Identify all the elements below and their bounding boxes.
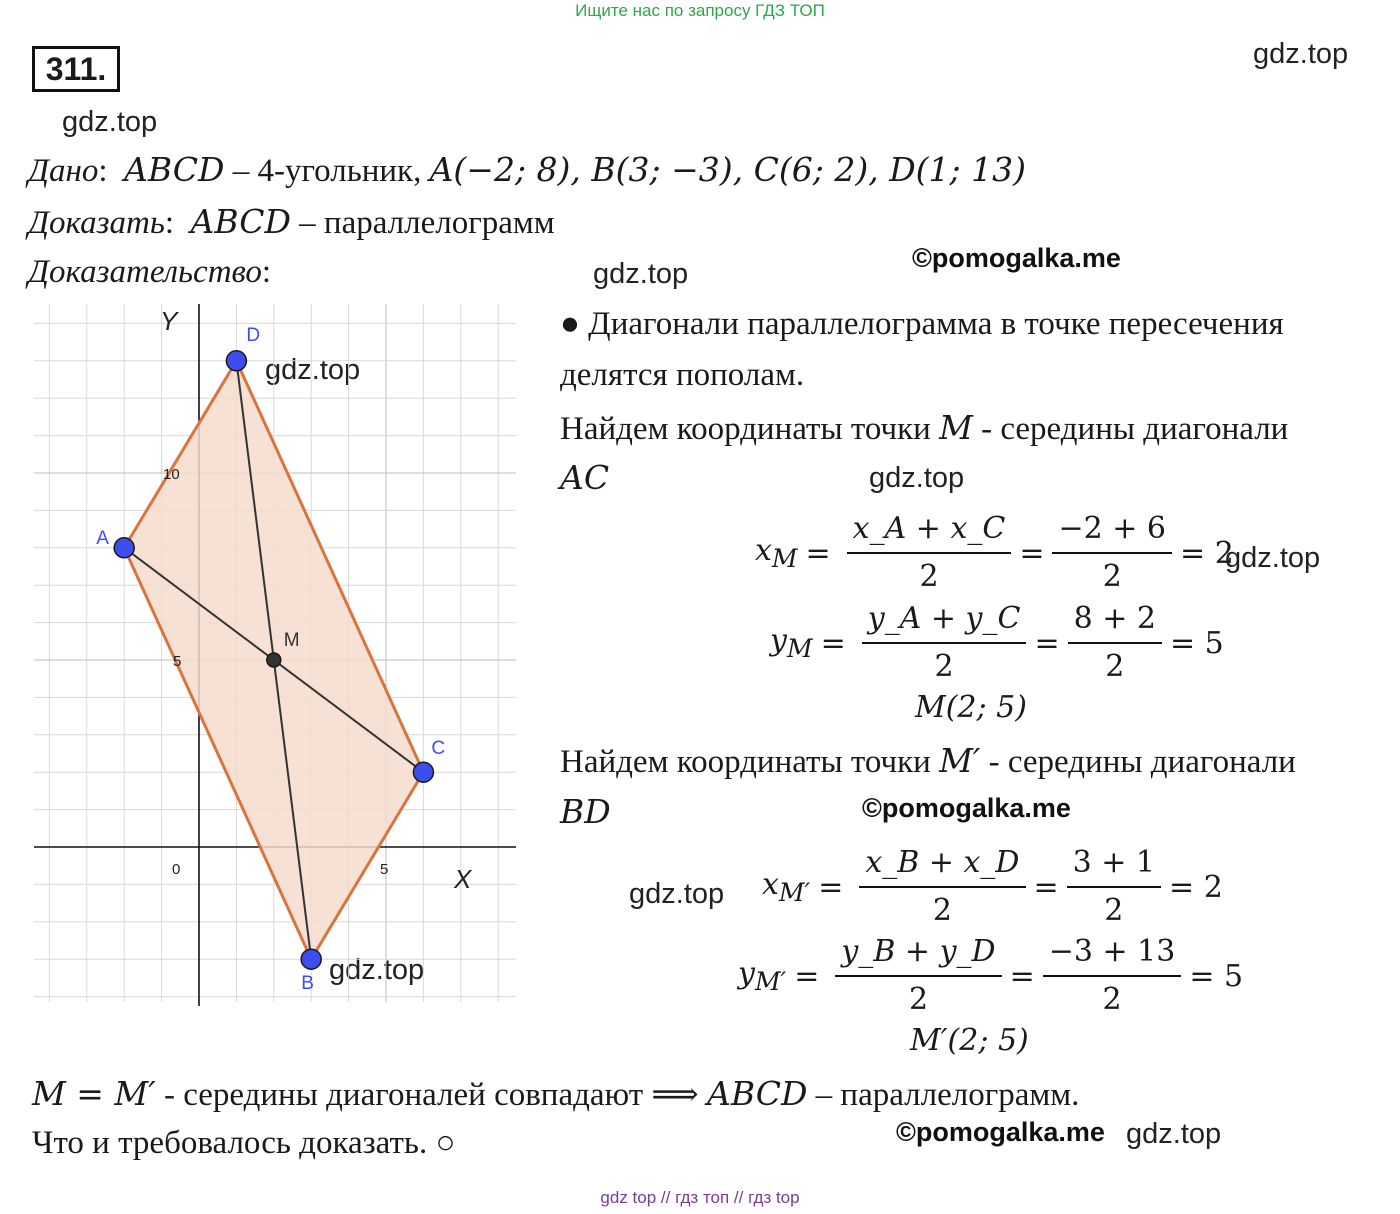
eq-xm-num1: x_A + x_C — [847, 506, 1012, 554]
eq-xm-lhs: x — [755, 533, 772, 568]
point-c — [413, 762, 433, 782]
given-line: Дано: ABCD – 4-угольник, A(−2; 8), B(3; −3), C(6; 2), D(1; 13) — [28, 150, 1027, 189]
eq-xm2-num2: 3 + 1 — [1067, 840, 1161, 888]
given-figure: ABCD — [124, 150, 225, 189]
given-label: Дано — [28, 153, 99, 189]
m2-result: M′(2; 5) — [910, 1023, 1029, 1058]
copyright-watermark: ©pomogalka.me — [912, 243, 1121, 273]
prove-text: – параллелограмм — [299, 205, 555, 241]
footer-links: gdz top // гдз топ // гдз top — [600, 1188, 800, 1207]
eq-ym2-den2: 2 — [1102, 982, 1122, 1017]
theorem-line-1: ● Диагонали параллелограмма в точке пересечения — [560, 306, 1284, 342]
equation-xm2: $x_{M'}$ = $\frac{x\_B + x\_D}{2}$ = $\frac{3 + 1}{2}$ = 2 — [762, 840, 1223, 934]
top-banner: Ищите нас по запросу ГДЗ ТОП — [575, 1, 825, 20]
watermark: gdz.top — [329, 954, 425, 986]
eq-ym-den2: 2 — [1105, 649, 1125, 684]
watermark: gdz.top — [869, 462, 965, 494]
eq-xm2-lhs: x — [762, 867, 779, 902]
given-text: – 4-угольник, — [232, 153, 422, 189]
find-m-text: Найдем координаты точки — [560, 411, 931, 447]
tick-y-10: 10 — [163, 466, 180, 483]
eq-xm2-result: = 2 — [1169, 869, 1223, 905]
tick-y-5: 5 — [173, 653, 182, 670]
watermark: gdz.top — [629, 878, 725, 910]
find-m2-point: M′ — [939, 741, 981, 780]
m-result: M(2; 5) — [915, 690, 1027, 725]
eq-ym2-num1: y_B + y_D — [835, 929, 1001, 977]
point-label-a: A — [96, 527, 109, 549]
find-m2-diagonal: BD — [560, 792, 611, 831]
watermark: gdz.top — [1225, 542, 1321, 574]
prove-line: Доказать: ABCD – параллелограмм — [28, 202, 555, 241]
proof-line: Доказательство: — [28, 254, 272, 290]
find-m-rest: - середины диагонали — [981, 411, 1289, 447]
find-m-diagonal: AC — [560, 458, 610, 497]
copyright-watermark: ©pomogalka.me — [862, 793, 1071, 823]
problem-number: 311. — [32, 46, 120, 92]
prove-label: Доказать — [28, 205, 165, 241]
axis-x-label: X — [454, 864, 472, 894]
eq-xm2-den1: 2 — [932, 893, 952, 928]
conclusion-figure: ABCD — [707, 1074, 808, 1113]
equation-ym2: $y_{M'}$ = $\frac{y\_B + y\_D}{2}$ = $\frac{-3 + 13}{2}$ = 5 — [738, 929, 1243, 1023]
watermark: gdz.top — [265, 354, 361, 386]
point-label-c: C — [431, 738, 446, 760]
eq-ym-den1: 2 — [934, 649, 954, 684]
eq-xm2-num1: x_B + x_D — [859, 840, 1025, 888]
eq-xm-den1: 2 — [919, 559, 939, 594]
theorem-line-2: делятся пополам. — [560, 357, 805, 393]
proof-label: Доказательство — [28, 254, 262, 290]
copyright-watermark: ©pomogalka.me — [896, 1117, 1105, 1147]
prove-figure: ABCD — [190, 202, 291, 241]
eq-ym-lhs: y — [770, 623, 787, 658]
conclusion-rest: – параллелограмм. — [815, 1077, 1080, 1113]
conclusion-line — [32, 1074, 1079, 1114]
eq-xm-num2: −2 + 6 — [1052, 506, 1172, 554]
find-m2-line — [560, 741, 1296, 781]
eq-xm2-sub: M′ — [778, 878, 811, 907]
eq-ym-sub: M — [786, 634, 813, 663]
given-points: A(−2; 8), B(3; −3), C(6; 2), D(1; 13) — [429, 150, 1027, 189]
eq-ym2-den1: 2 — [908, 982, 929, 1017]
watermark: gdz.top — [1126, 1118, 1222, 1150]
eq-ym2-num2: −3 + 13 — [1043, 929, 1182, 977]
eq-ym-result: = 5 — [1169, 625, 1224, 661]
conclusion-lhs: M = M′ — [32, 1074, 156, 1113]
coordinate-graph — [30, 300, 520, 1008]
watermark: gdz.top — [593, 258, 689, 290]
find-m2-rest: - середины диагонали — [988, 744, 1296, 780]
point-b — [301, 949, 321, 969]
point-a — [114, 538, 134, 558]
eq-xm-result: = 2 — [1180, 535, 1234, 571]
eq-ym2-result: = 5 — [1189, 958, 1244, 994]
eq-ym2-lhs: y — [738, 956, 755, 991]
watermark: gdz.top — [1253, 38, 1349, 70]
eq-xm-sub: M — [771, 544, 798, 573]
find-m2-text: Найдем координаты точки — [560, 744, 931, 780]
tick-origin: 0 — [172, 861, 181, 878]
watermark: gdz.top — [62, 106, 158, 138]
point-label-m: M — [283, 630, 300, 651]
equation-ym: $y_M$ = $\frac{y\_A + y\_C}{2}$ = $\frac{8 + 2}{2}$ = 5 — [770, 596, 1224, 690]
eq-ym-num2: 8 + 2 — [1068, 596, 1162, 644]
eq-xm2-den2: 2 — [1104, 893, 1124, 928]
eq-ym2-sub: M′ — [754, 967, 787, 996]
qed-line: Что и требовалось доказать. ○ — [32, 1125, 456, 1161]
find-m-point: M — [939, 408, 973, 447]
conclusion-text: - середины диагоналей совпадают ⟹ — [163, 1077, 699, 1113]
find-m-line — [560, 408, 1288, 448]
equation-xm: $x_M$ = $\frac{x\_A + x\_C}{2}$ = $\frac{-2 + 6}{2}$ = 2 — [755, 506, 1234, 600]
point-m — [267, 653, 281, 667]
point-label-d: D — [246, 324, 261, 346]
point-d — [226, 351, 246, 371]
eq-xm-den2: 2 — [1102, 559, 1122, 594]
eq-ym-num1: y_A + y_C — [862, 596, 1027, 644]
tick-x-5: 5 — [380, 861, 389, 878]
axis-y-label: Y — [160, 306, 178, 336]
point-label-b: B — [301, 973, 314, 995]
